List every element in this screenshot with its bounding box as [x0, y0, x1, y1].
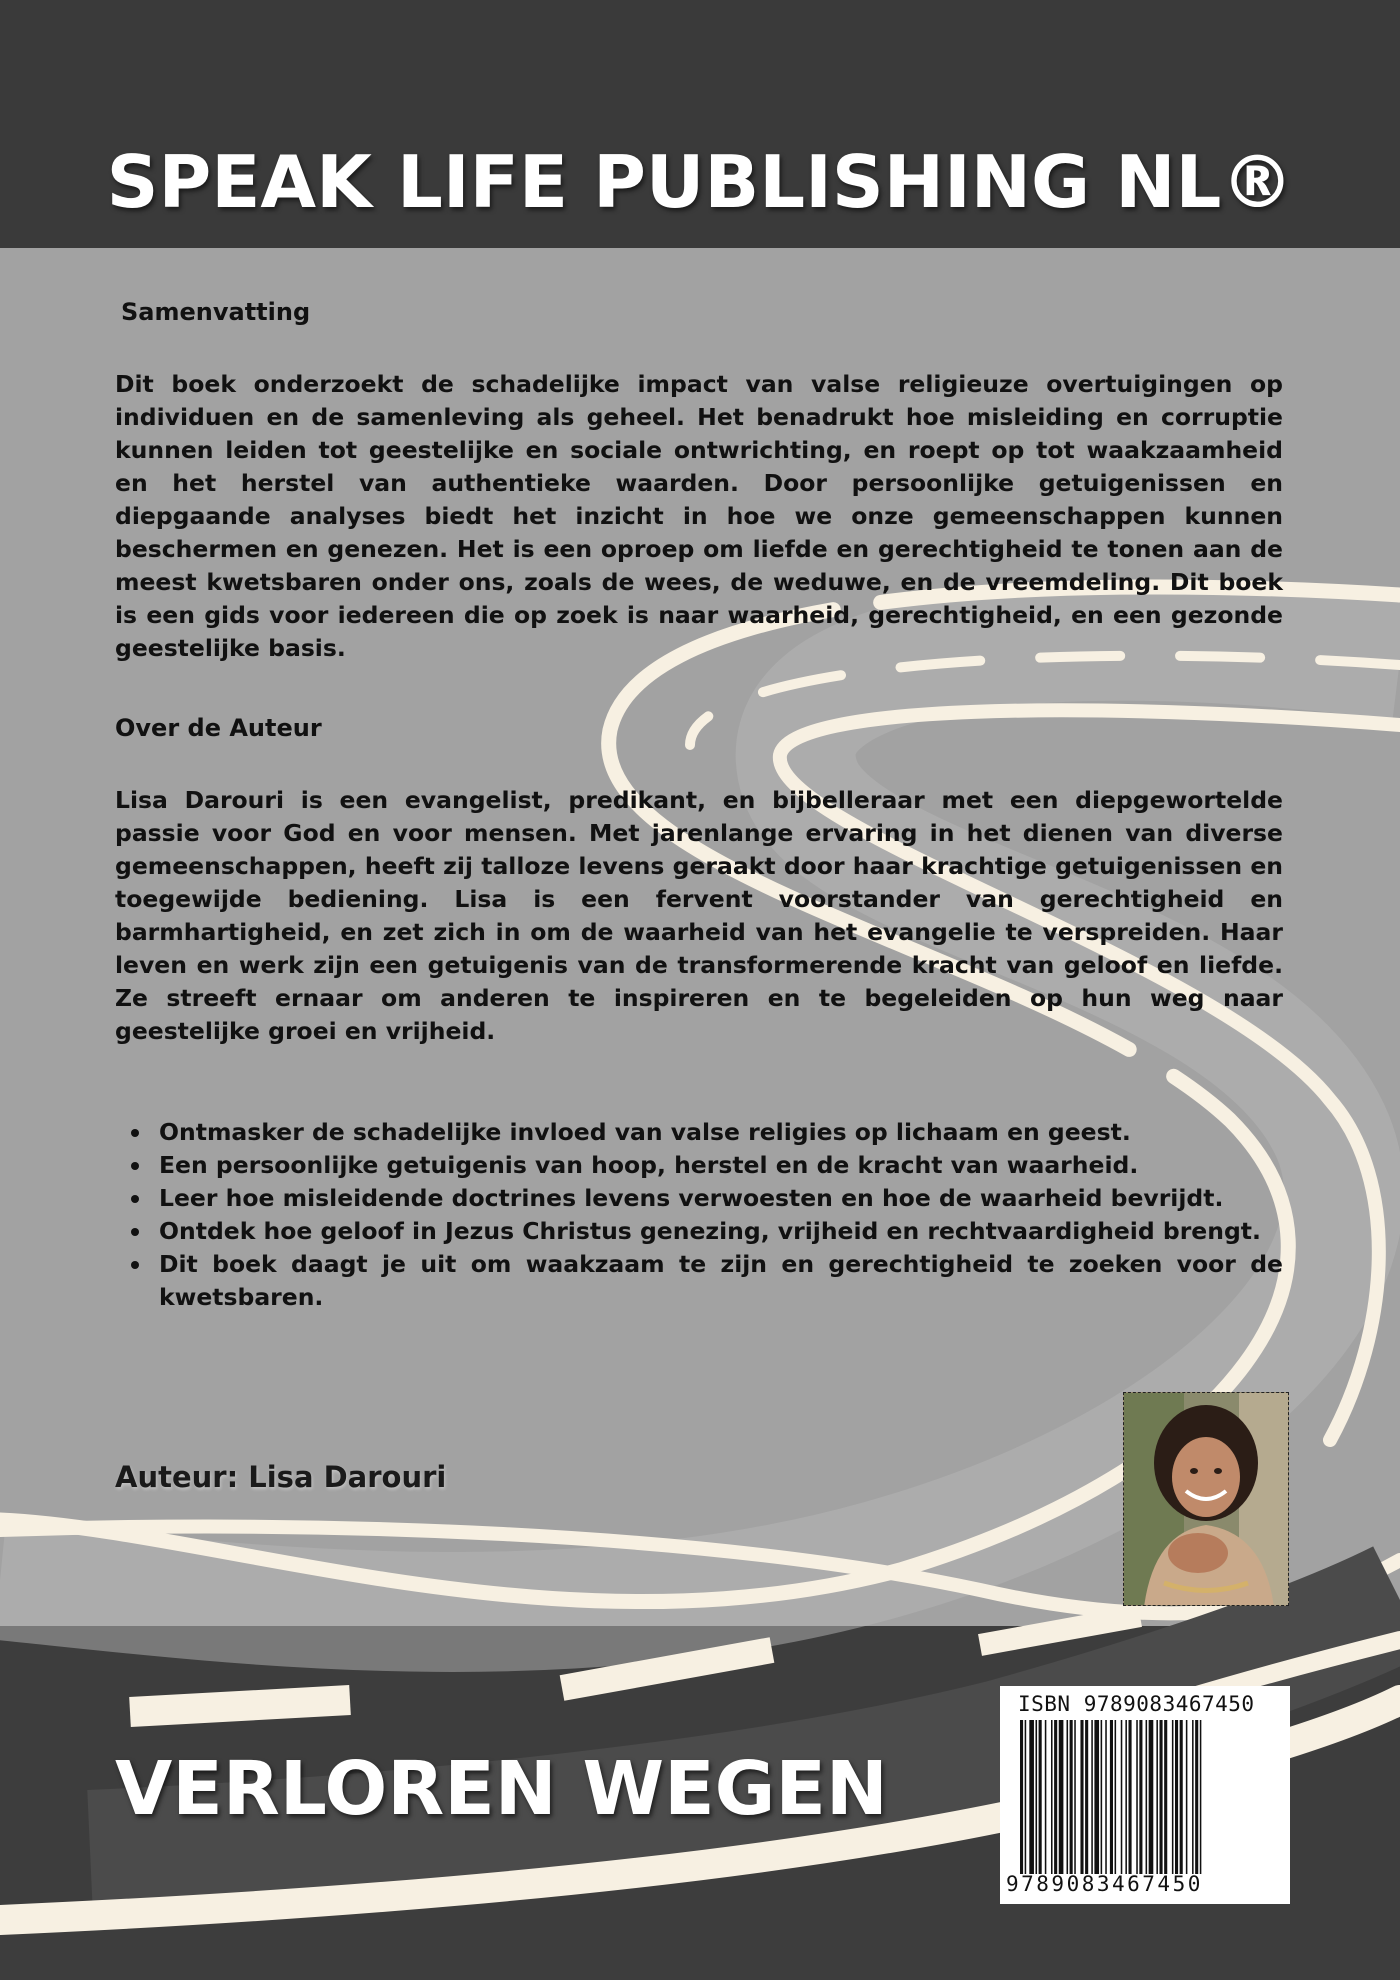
isbn-barcode: [1000, 1686, 1290, 1904]
list-item: Ontdek hoe geloof in Jezus Christus genezing, vrijheid en rechtvaardigheid brengt.: [159, 1215, 1283, 1248]
barcode-bar: [1139, 1720, 1142, 1874]
barcode-digits: 9789083467450: [1006, 1872, 1203, 1896]
summary-heading: Samenvatting: [121, 298, 311, 326]
barcode-bar: [1110, 1720, 1113, 1874]
barcode-bar: [1156, 1720, 1158, 1874]
barcode-bar: [1080, 1720, 1083, 1874]
barcode-bar: [1146, 1720, 1148, 1874]
barcode-bar: [1186, 1720, 1188, 1874]
author-portrait-icon: [1124, 1393, 1289, 1606]
barcode-bar: [1160, 1720, 1163, 1874]
barcode-bar: [1039, 1720, 1042, 1874]
barcode-bar: [1067, 1720, 1069, 1874]
back-cover-text: [115, 296, 1283, 1314]
barcode-bar: [1059, 1720, 1064, 1874]
barcode-bar: [1175, 1720, 1178, 1874]
barcode-bar: [1094, 1720, 1099, 1874]
barcode-bar: [1029, 1720, 1034, 1874]
barcode-bar: [1172, 1720, 1174, 1874]
barcode-bar: [1121, 1720, 1123, 1874]
barcode-bar: [1051, 1720, 1053, 1874]
barcode-bar: [1101, 1720, 1103, 1874]
highlights-list: [115, 1116, 1283, 1314]
barcode-bar: [1020, 1720, 1023, 1874]
about-author-heading: Over de Auteur: [115, 714, 322, 742]
barcode-bar: [1192, 1720, 1194, 1874]
barcode-bar: [1074, 1720, 1076, 1874]
barcode-icon: [1018, 1720, 1272, 1874]
publisher-name: SPEAK LIFE PUBLISHING NL®: [106, 140, 1294, 224]
barcode-bar: [1115, 1720, 1117, 1874]
author-credit: Auteur: Lisa Darouri: [115, 1460, 447, 1494]
barcode-bar: [1054, 1720, 1057, 1874]
list-item: Ontmasker de schadelijke invloed van valse religies op lichaam en geest.: [159, 1116, 1283, 1149]
list-item: Dit boek daagt je uit om waakzaam te zijn en gerechtigheid te zoeken voor de kwetsbaren.: [159, 1248, 1283, 1314]
barcode-bar: [1164, 1720, 1167, 1874]
book-title: VERLOREN WEGEN: [115, 1746, 888, 1832]
barcode-bar: [1036, 1720, 1038, 1874]
barcode-bar: [1200, 1720, 1202, 1874]
barcode-bar: [1085, 1720, 1088, 1874]
list-item: Leer hoe misleidende doctrines levens verwoesten en hoe de waarheid bevrijdt.: [159, 1182, 1283, 1215]
barcode-bar: [1091, 1720, 1093, 1874]
barcode-bar: [1105, 1720, 1107, 1874]
barcode-bar: [1070, 1720, 1073, 1874]
summary-paragraph: Dit boek onderzoekt de schadelijke impact van valse religieuze overtuigingen op individuen en de samenleving als geheel. Het benadrukt hoe misleiding en corruptie kunnen leiden tot geestelijke en sociale ontwrichting, en roept op tot waakzaamheid en het herstel van authentieke waarden. Door persoonlijke getuigenissen en diepgaande analyses biedt het inzicht in hoe we onze gemeenschappen kunnen beschermen en genezen. Het is een oproep om liefde en gerechtigheid te tonen aan de meest kwetsbaren onder ons, zoals de wees, de weduwe, en de vreemdeling. Dit boek is een gids voor iedereen die op zoek is naar waarheid, gerechtigheid, en een gezonde geestelijke basis.: [115, 370, 1283, 662]
isbn-label: ISBN 9789083467450: [1018, 1692, 1255, 1716]
barcode-bar: [1180, 1720, 1183, 1874]
barcode-bar: [1136, 1720, 1138, 1874]
about-author-paragraph: Lisa Darouri is een evangelist, predikant, en bijbelleraar met een diepgewortelde passie voor God en voor mensen. Met jarenlange ervaring in het dienen van diverse gemeenschappen, heeft zij talloze levens geraakt door haar krachtige getuigenissen en toegewijde bediening. Lisa is een fervent voorstander van gerechtigheid en barmhartigheid, en zet zich in om de waarheid van het evangelie te verspreiden. Haar leven en werk zijn een getuigenis van de transformerende kracht van geloof en liefde. Ze streeft ernaar om anderen te inspireren en te begeleiden op hun weg naar geestelijke groei en vrijheid.: [115, 786, 1283, 1045]
barcode-bar: [1149, 1720, 1154, 1874]
barcode-bar: [1129, 1720, 1132, 1874]
barcode-bar: [1045, 1720, 1047, 1874]
list-item: Een persoonlijke getuigenis van hoop, herstel en de kracht van waarheid.: [159, 1149, 1283, 1182]
barcode-bar: [1195, 1720, 1198, 1874]
author-portrait-photo: [1123, 1392, 1289, 1606]
barcode-bar: [1125, 1720, 1127, 1874]
barcode-bar: [1025, 1720, 1027, 1874]
